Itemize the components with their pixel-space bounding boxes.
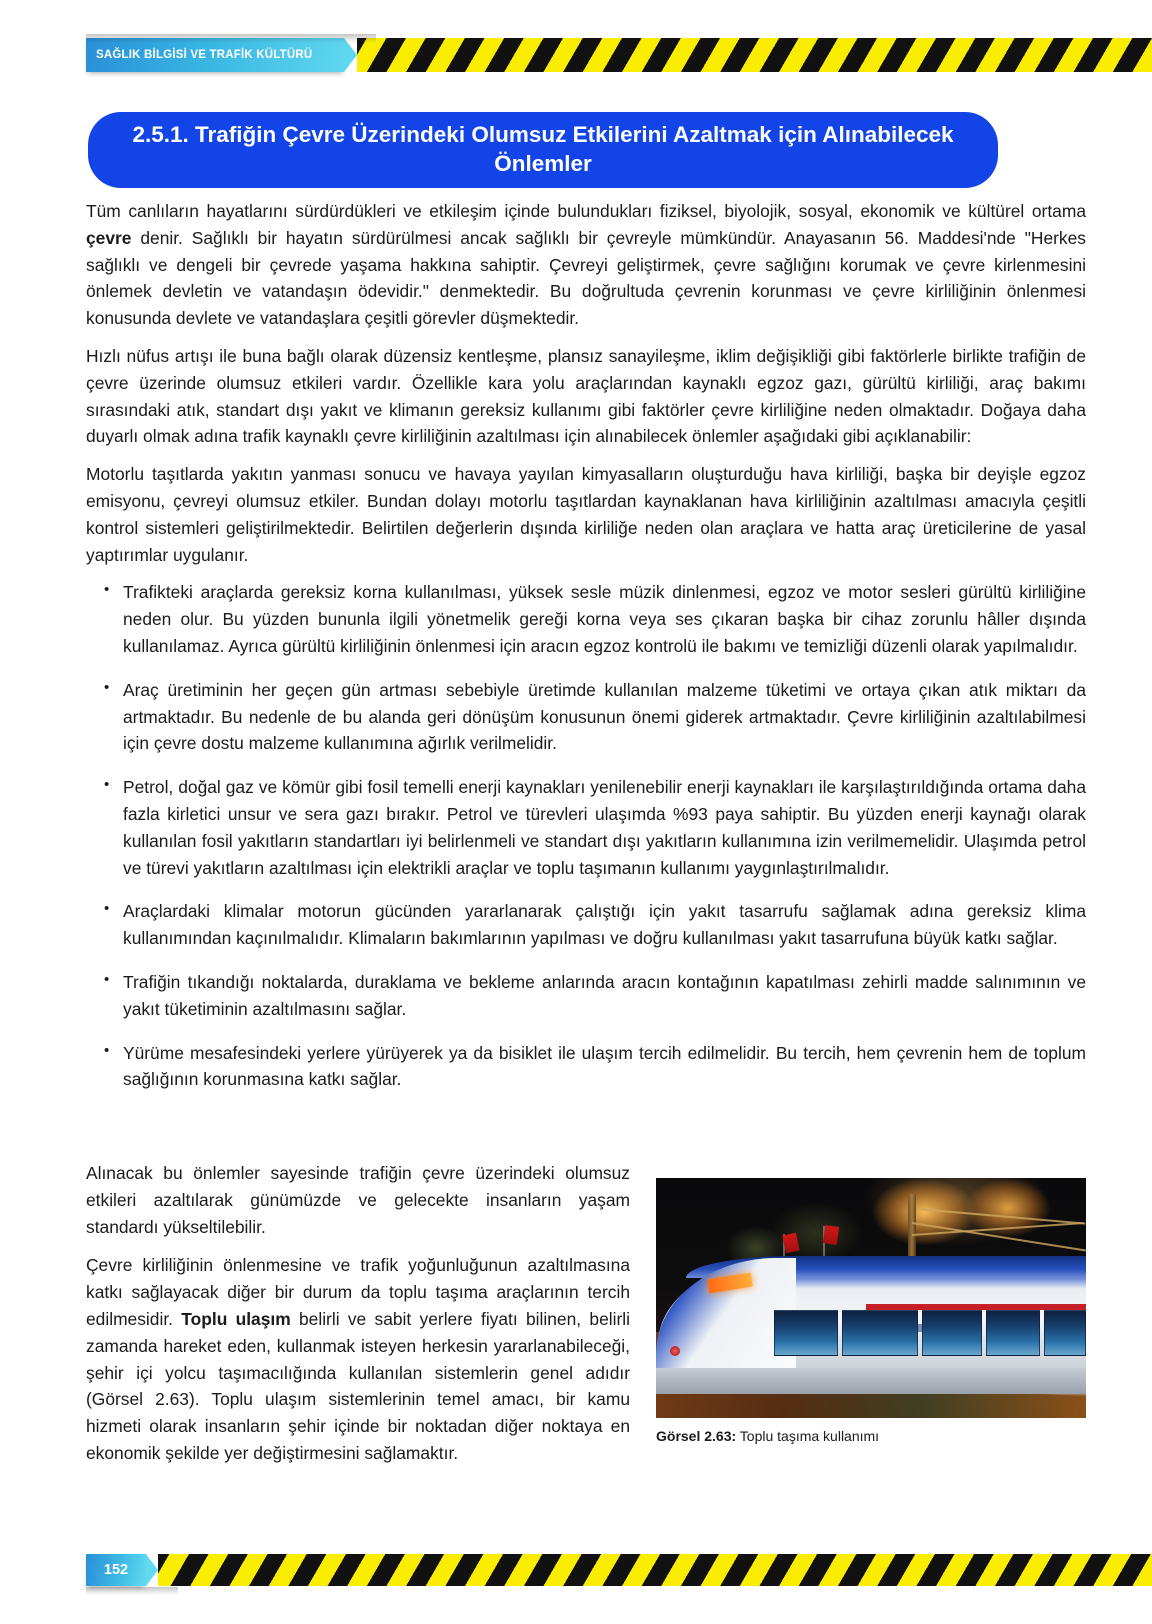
list-item: • Araçlardaki klimalar motorun gücünden yararlanarak çalıştığı için yakıt tasarrufu sağlamak adına gereksiz klima kullanımından kaçınılmalıdır. Klimaların bakımlarının yapılması ve doğru kullanılması yakıt tasarrufuna büyük katkı sağlar.: [86, 898, 1086, 952]
tram-window: [842, 1310, 918, 1356]
page-number-tab: [86, 1554, 146, 1586]
list-item: • Petrol, doğal gaz ve kömür gibi fosil temelli enerji kaynakları yenilenebilir enerji kaynakları ile karşılaştırıldığında ortama daha fazla kirletici unsur ve sera gazı bırakır. Petrol ve türevleri ulaşımda %93 paya sahiptir. Bu yüzden enerji kaynağı olarak kullanılan fosil yakıtların standartları iyi belirlenmeli ve standart dışı yakıtların kullanımına izin verilmemelidir. Ulaşımda petrol ve türevi yakıtların azaltılması için elektrikli araçlar ve toplu taşımanın kullanımı yaygınlaştırılmalıdır.: [86, 774, 1086, 881]
figure-caption-label: Görsel 2.63:: [656, 1428, 737, 1444]
measures-list: [86, 579, 1086, 1093]
closing-text: [86, 1160, 631, 1240]
paragraph-1-text-a: Tüm canlıların hayatlarını sürdürdükleri ve etkileşim içinde bulundukları fiziksel, biyolojik, sosyal, ekonomik ve kültürel ortama: [86, 201, 1086, 221]
list-item: • Araç üretiminin her geçen gün artması sebebiyle üretimde kullanılan malzeme tüketimi ve ortaya çıkan atık miktarı da artmaktadır. Bu nedenle de bu alanda geri dönüşüm konusunun önemi giderek artmaktadır. Çevre kirliliğinin azaltılabilmesi için çevre dostu malzeme kullanımına ağırlık verilmelidir.: [86, 677, 1086, 757]
figure-2-63: [656, 1178, 1086, 1445]
figure-caption-text: Toplu taşıma kullanımı: [736, 1428, 880, 1444]
tram-window: [1044, 1310, 1086, 1356]
section-title-banner: [88, 112, 998, 188]
tram-headlight: [670, 1346, 680, 1356]
list-item: • Yürüme mesafesindeki yerlere yürüyerek ya da bisiklet ile ulaşım tercih edilmelidir. Bu tercih, hem çevrenin hem de toplum sağlığının korunmasına katkı sağlar.: [86, 1040, 1086, 1094]
header-tab-shadow: [86, 34, 376, 43]
page-header: [0, 38, 1152, 72]
footer-tab-shadow: [86, 1587, 178, 1595]
closing-paragraph-1: Alınacak bu önlemler sayesinde trafiğin çevre üzerindeki olumsuz etkileri azaltılarak günümüzde ve gelecekte insanların yaşam standardı yükseltilebilir.: [86, 1163, 630, 1237]
main-content: [86, 198, 1086, 1110]
flag: [823, 1225, 839, 1245]
subject-label: SAĞLIK BİLGİSİ VE TRAFİK KÜLTÜRÜ: [96, 49, 313, 61]
tram-window: [774, 1310, 838, 1356]
paragraph-1: [86, 198, 1086, 332]
header-hazard-stripe: [357, 38, 1152, 72]
closing-paragraph-2-text-a: Çevre kirliliğinin önlenmesine ve trafik yoğunluğunun azaltılmasına katkı sağlayacak diğer bir durum da toplu taşıma araçlarının tercih edilmesidir.: [86, 1255, 630, 1329]
paragraph-1-text-b: denir. Sağlıklı bir hayatın sürdürülmesi ancak sağlıklı bir çevreyle mümkündür. Anayasanın 56. Maddesi'nde "Herkes sağlıklı ve dengeli bir çevrede yaşama hakkına sahiptir. Çevreyi geliştirmek, çevre sağlığını korumak ve çevre kirlenmesini önlemek devletin ve vatandaşın ödevidir." denmektedir. Bu doğrultuda çevrenin korunması ve çevre kirliliğinin önlenmesi konusunda devlete ve vatandaşlara çeşitli görevler düşmektedir.: [86, 227, 1086, 329]
paragraph-3: Motorlu taşıtlarda yakıtın yanması sonucu ve havaya yayılan kimyasalların oluşturduğu hava kirliliği, başka bir deyişle egzoz emisyonu, çevreyi olumsuz etkiler. Bundan dolayı motorlu taşıtlardan kaynaklanan hava kirliliğinin azaltılması amacıyla çeşitli kontrol sistemleri geliştirilmektedir. Belirtilen değerlerin dışında kirliliğe neden olan araçlara ve hatta araç üreticilerine de yasal yaptırımlar uygulanır.: [86, 464, 1086, 565]
term-toplu-ulasim: Toplu ulaşım: [181, 1308, 291, 1329]
closing-section: [86, 1160, 1086, 1467]
term-cevre: çevre: [86, 227, 132, 248]
closing-paragraph-2-text-b: belirli ve sabit yerlere fiyatı bilinen, belirli zamanda hareket eden, kullanmak isteyen herkesin yararlanabileceği, şehir içi yolcu taşımacılığında kullanılan sistemlerin genel adıdır (Görsel 2.63). Toplu ulaşım sistemlerinin temel amacı, bir kamu hizmeti olarak insanların şehir içinde bir noktadan diğer noktaya en ekonomik şekilde yer değiştirmesini sağlamaktır.: [86, 1308, 630, 1463]
figure-caption: [656, 1427, 1086, 1445]
list-item: • Trafiğin tıkandığı noktalarda, duraklama ve bekleme anlarında aracın kontağının kapatılması zehirli madde salınımının ve yakıt tüketiminin azaltılmasını sağlar.: [86, 969, 1086, 1023]
subject-tab: [86, 38, 344, 72]
tram-photo: [656, 1178, 1086, 1418]
list-item: • Trafikteki araçlarda gereksiz korna kullanılması, yüksek sesle müzik dinlenmesi, egzoz ve motor sesleri gürültü kirliliğine neden olur. Bu yüzden bununla ilgili yönetmelik gereği korna veya ses çıkaran başka bir cihaz zorunlu hâller dışında kullanılamaz. Ayrıca gürültü kirliliğinin önlenmesi için aracın egzoz kontrolü ile bakımı ve temizliği düzenli olarak yapılmalıdır.: [86, 579, 1086, 659]
footer-hazard-stripe: [158, 1554, 1152, 1586]
tram-skirt: [656, 1368, 1086, 1394]
tram-window: [986, 1310, 1040, 1356]
page-title: 2.5.1. Trafiğin Çevre Üzerindeki Olumsuz Etkilerini Azaltmak için Alınabilecek Önlemler: [132, 122, 954, 176]
paragraph-2: Hızlı nüfus artışı ile buna bağlı olarak düzensiz kentleşme, plansız sanayileşme, iklim değişikliği gibi faktörlerle birlikte trafiğin de çevre üzerinde olumsuz etkileri vardır. Özellikle kara yolu araçlarından kaynaklı egzoz gazı, gürültü kirliliği, araç bakımı sırasındaki atık, standart dışı yakıt ve klimanın gereksiz kullanımı gibi faktörler çevre kirliliğine neden olmaktadır. Doğaya daha duyarlı olmak adına trafik kaynaklı çevre kirliliğinin azaltılması için alınabilecek önlemler aşağıdaki gibi açıklanabilir:: [86, 345, 1086, 447]
page-number: 152: [103, 1562, 129, 1578]
page-footer: [0, 1554, 1152, 1586]
tram-window: [922, 1310, 982, 1356]
